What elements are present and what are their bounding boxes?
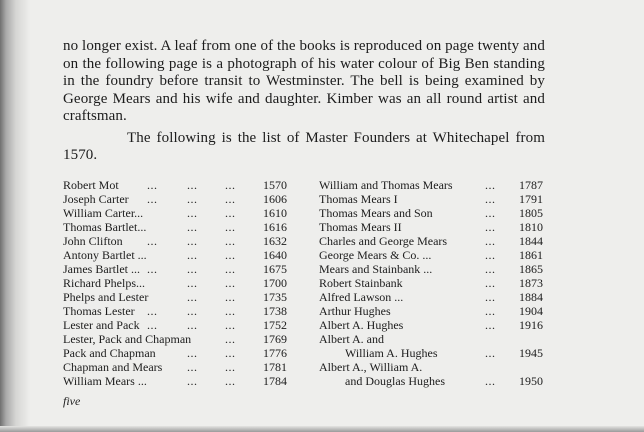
leader-dots: ... (147, 178, 158, 192)
leader-dots: ... (225, 374, 236, 388)
founder-name-text: Thomas Lester (63, 304, 135, 318)
founder-name (319, 360, 445, 388)
leader-dots: ... (147, 192, 158, 206)
leader-dots: ... (485, 374, 496, 388)
founder-name (319, 248, 431, 262)
founder-name (63, 178, 119, 192)
founder-name-text: Thomas Mears II (319, 220, 402, 234)
leader-dots: ... (225, 248, 236, 262)
founder-name-text: William Mears ... (63, 374, 147, 388)
leader-dots: ... (225, 290, 236, 304)
founder-row (319, 332, 545, 360)
founder-name-text: James Bartlet ... (63, 262, 140, 276)
leader-dots: ... (485, 220, 496, 234)
leader-dots: ... (187, 360, 198, 374)
leader-dots: ... (225, 346, 236, 360)
founder-name (319, 178, 453, 192)
founder-year: 1865 (519, 262, 543, 276)
founder-name-continued: and Douglas Hughes (345, 374, 445, 388)
leader-dots: ... (225, 262, 236, 276)
founder-year: 1810 (519, 220, 543, 234)
founder-year: 1776 (263, 346, 287, 360)
founder-year: 1873 (519, 276, 543, 290)
leader-dots: ... (485, 248, 496, 262)
leader-dots: ... (225, 234, 236, 248)
founder-row (319, 262, 545, 276)
founder-row (63, 206, 293, 220)
founder-name-text: Thomas Mears and Son (319, 206, 433, 220)
founder-row (63, 318, 293, 332)
leader-dots: ... (485, 192, 496, 206)
founder-name-text: Arthur Hughes (319, 304, 391, 318)
founder-name-text: Charles and George Mears (319, 234, 448, 248)
founder-name (319, 290, 403, 304)
founder-name-continued: William A. Hughes (345, 346, 438, 360)
founder-name (63, 360, 162, 374)
leader-dots: ... (485, 234, 496, 248)
founder-row (319, 206, 545, 220)
founder-row (319, 304, 545, 318)
leader-dots: ... (187, 374, 198, 388)
founder-name-text: Phelps and Lester (63, 290, 149, 304)
founder-year: 1700 (263, 276, 287, 290)
founder-year: 1916 (519, 318, 543, 332)
leader-dots: ... (485, 178, 496, 192)
founder-row (319, 318, 545, 332)
founder-row (319, 360, 545, 388)
founder-year: 1945 (519, 346, 543, 360)
founder-year: 1738 (263, 304, 287, 318)
founder-year: 1632 (263, 234, 287, 248)
leader-dots: ... (187, 220, 198, 234)
leader-dots: ... (225, 178, 236, 192)
founder-year: 1616 (263, 220, 287, 234)
founder-name-text: William and Thomas Mears (319, 178, 453, 192)
founder-name-text: John Clifton (63, 234, 123, 248)
founder-name (63, 290, 148, 304)
leader-dots: ... (147, 304, 158, 318)
founder-name-text: Albert A., William A. (319, 360, 423, 374)
founder-row (63, 276, 293, 290)
founder-name (63, 220, 146, 234)
leader-dots: ... (147, 318, 158, 332)
page-body (63, 38, 545, 165)
leader-dots: ... (187, 234, 198, 248)
founder-name (319, 276, 403, 290)
founder-year: 1570 (263, 178, 287, 192)
founder-name (319, 220, 402, 234)
founder-name (319, 332, 438, 360)
founder-year: 1735 (263, 290, 287, 304)
founder-year: 1904 (519, 304, 543, 318)
page-folio: five (63, 394, 81, 408)
founder-name (63, 304, 135, 318)
founder-name-text: Chapman and Mears (63, 360, 163, 374)
founder-year: 1844 (519, 234, 543, 248)
founder-name-text: Joseph Carter (63, 192, 129, 206)
founder-row (63, 178, 293, 192)
founder-row (319, 290, 545, 304)
founder-row (63, 346, 293, 360)
founder-row (63, 304, 293, 318)
founder-year: 1784 (263, 374, 287, 388)
founder-name (319, 206, 433, 220)
leader-dots: ... (485, 290, 496, 304)
founder-row (319, 234, 545, 248)
founder-name-text: Alfred Lawson ... (319, 290, 404, 304)
founder-name (63, 248, 147, 262)
leader-dots: ... (225, 220, 236, 234)
founder-name-text: Thomas Bartlet... (63, 220, 147, 234)
founder-row (63, 234, 293, 248)
founder-name-text: George Mears & Co. ... (319, 248, 432, 262)
leader-dots: ... (225, 332, 236, 346)
book-gutter-shadow (0, 0, 30, 432)
founder-row (319, 192, 545, 206)
founder-name (319, 234, 447, 248)
leader-dots: ... (485, 262, 496, 276)
leader-dots: ... (187, 192, 198, 206)
founder-year: 1861 (519, 248, 543, 262)
founder-year: 1675 (263, 262, 287, 276)
founder-year: 1610 (263, 206, 287, 220)
founder-row (319, 178, 545, 192)
leader-dots: ... (485, 304, 496, 318)
founder-year: 1791 (519, 192, 543, 206)
founder-name (63, 374, 147, 388)
founder-name (319, 262, 432, 276)
page-bottom-edge (0, 426, 644, 432)
founders-list-right (319, 178, 545, 388)
leader-dots: ... (187, 304, 198, 318)
founder-row (319, 276, 545, 290)
founder-year: 1752 (263, 318, 287, 332)
leader-dots: ... (187, 178, 198, 192)
founder-name-text: William Carter... (63, 206, 144, 220)
founder-name-text: Thomas Mears I (319, 192, 398, 206)
leader-dots: ... (187, 206, 198, 220)
founder-row (63, 290, 293, 304)
founder-row (63, 262, 293, 276)
leader-dots: ... (225, 192, 236, 206)
leader-dots: ... (225, 276, 236, 290)
founder-year: 1781 (263, 360, 287, 374)
founder-name (63, 206, 143, 220)
founder-name (63, 332, 191, 346)
leader-dots: ... (485, 276, 496, 290)
founder-name-text: Pack and Chapman (63, 346, 156, 360)
founder-row (63, 192, 293, 206)
leader-dots: ... (187, 276, 198, 290)
leader-dots: ... (225, 304, 236, 318)
founder-name (319, 304, 391, 318)
leader-dots: ... (147, 234, 158, 248)
founders-list-left (63, 178, 293, 388)
founder-row (63, 248, 293, 262)
leader-dots: ... (187, 346, 198, 360)
founder-name (63, 318, 140, 332)
founder-year: 1640 (263, 248, 287, 262)
founder-row (63, 360, 293, 374)
leader-dots: ... (147, 262, 158, 276)
founder-year: 1950 (519, 374, 543, 388)
founder-year: 1787 (519, 178, 543, 192)
founder-row (63, 220, 293, 234)
founder-name-text: Robert Stainbank (319, 276, 403, 290)
founder-name-text: Albert A. and (319, 332, 384, 346)
leader-dots: ... (225, 360, 236, 374)
founder-name-text: Robert Mot (63, 178, 119, 192)
founder-name-text: Antony Bartlet ... (63, 248, 147, 262)
body-paragraph-1: no longer exist. A leaf from one of the books is reproduced on page twenty and on the following page is a photograph of his water colour of Big Ben standing in the foundry before transit to Westminster. The bell is being examined by George Mears and his wife and daughter. Kimber was an all round artist and craftsman. (63, 38, 545, 124)
founder-year: 1805 (519, 206, 543, 220)
founder-name-text: Mears and Stainbank ... (319, 262, 433, 276)
founder-name-text: Richard Phelps... (63, 276, 145, 290)
founder-row (63, 332, 293, 346)
founder-year: 1606 (263, 192, 287, 206)
leader-dots: ... (225, 206, 236, 220)
founder-name (319, 318, 403, 332)
founder-name (319, 192, 398, 206)
founder-name-text: Lester and Pack (63, 318, 140, 332)
founder-row (319, 248, 545, 262)
founder-name (63, 346, 156, 360)
founder-name (63, 234, 123, 248)
founder-row (63, 374, 293, 388)
leader-dots: ... (225, 318, 236, 332)
leader-dots: ... (485, 206, 496, 220)
founder-name (63, 276, 145, 290)
founder-year: 1769 (263, 332, 287, 346)
founder-year: 1884 (519, 290, 543, 304)
founder-name-text: Albert A. Hughes (319, 318, 404, 332)
leader-dots: ... (485, 318, 496, 332)
body-paragraph-2: The following is the list of Master Founders at Whitechapel from 1570. (63, 129, 545, 163)
founder-name-text: Lester, Pack and Chapman (63, 332, 192, 346)
founder-name (63, 192, 129, 206)
leader-dots: ... (187, 262, 198, 276)
founder-row (319, 220, 545, 234)
leader-dots: ... (187, 318, 198, 332)
leader-dots: ... (187, 248, 198, 262)
leader-dots: ... (485, 346, 496, 360)
leader-dots: ... (187, 290, 198, 304)
founder-name (63, 262, 140, 276)
